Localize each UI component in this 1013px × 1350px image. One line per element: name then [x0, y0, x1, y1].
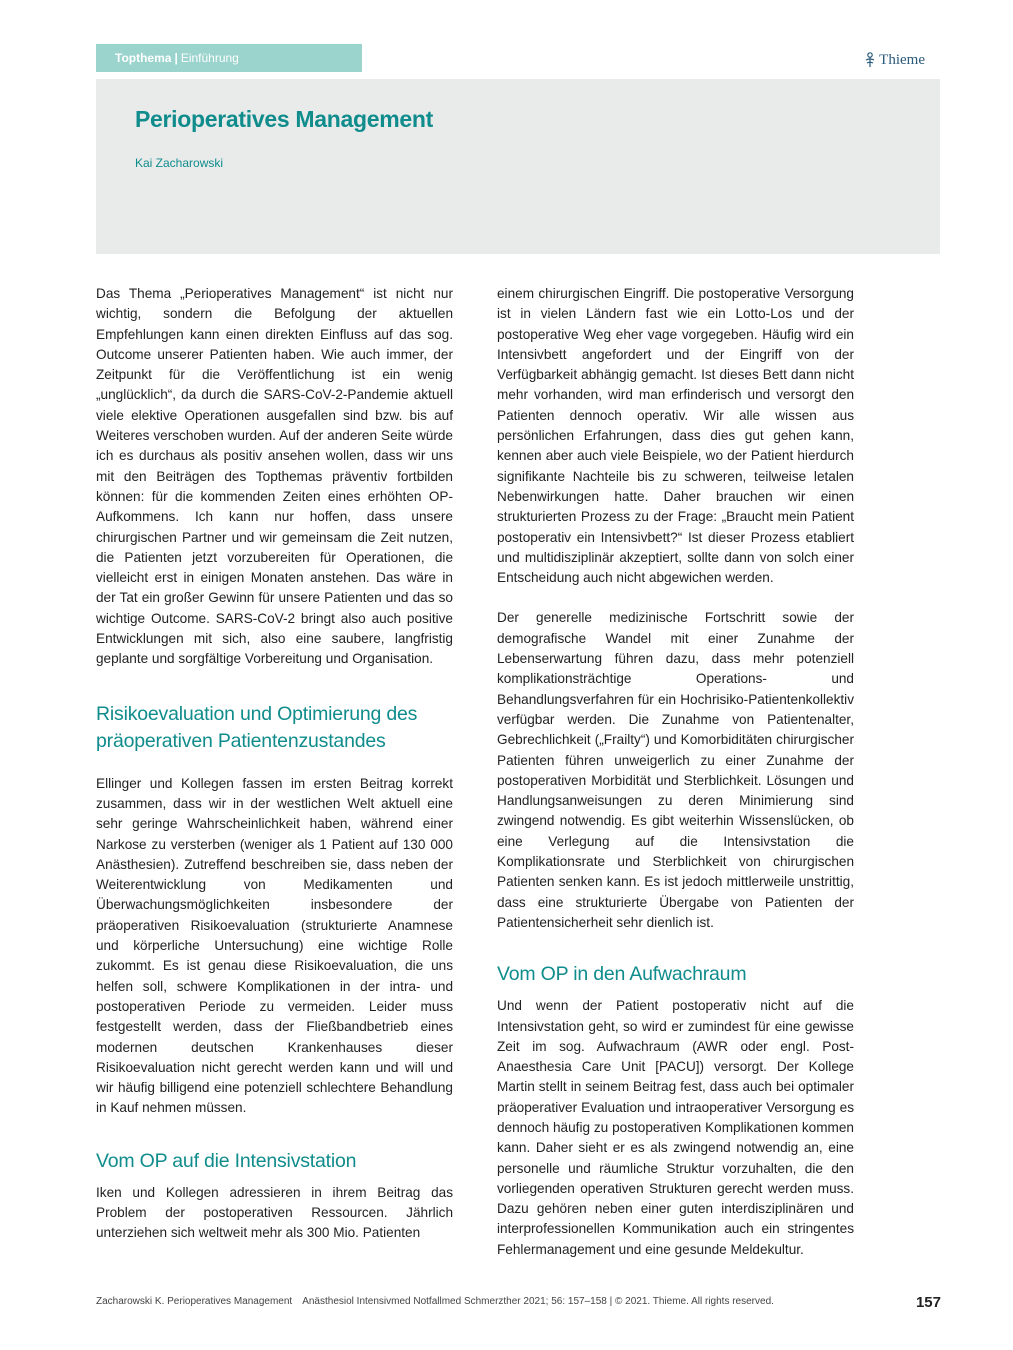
left-column [96, 284, 453, 1244]
heading-risk-evaluation: Risikoevaluation und Optimierung des präoperativen Patientenzustandes [96, 702, 418, 752]
intensive-care-paragraph: Iken und Kollegen adressieren in ihrem Beitrag das Problem der postoperativen Ressourcen. Jährlich unterziehen sich weltweit mehr als 300 Mio. Patienten [96, 1184, 453, 1241]
recovery-room-paragraph: Und wenn der Patient postoperativ nicht auf die Intensivstation geht, so wird er zumindest für eine gewisse Zeit im sog. Aufwachraum (AWR oder engl. Post-Anaesthesia Care Unit [PACU]) versorgt. Der Kollege Martin stellt in seinem Beitrag fest, dass auch bei optimaler präoperativer Evaluation und intraoperativer Versorgung es dennoch häufig zu postoperativen Komplikationen kommen kann. Daher sieht er es als zwingend notwendig an, eine personelle und räumliche Struktur vorzuhalten, die den vorliegenden operativen Strukturen gerecht werden muss. Dazu gehören neben einer guten interdisziplinären und interprofessionellen Kommunikation auch ein stringentes Fehlermanagement und eine gesunde Meldekultur. [497, 998, 854, 1257]
section-label: Topthema [115, 51, 172, 65]
footer-citation [96, 1296, 774, 1307]
subsection-label: Einführung [180, 51, 239, 65]
publisher-logo [864, 50, 925, 70]
section-tag [96, 44, 362, 72]
risk-paragraph: Ellinger und Kollegen fassen im ersten Beitrag korrekt zusammen, dass wir in der westlichen Welt aktuell eine sehr geringe Wahrscheinlichkeit haben, während einer Narkose zu versterben (weniger als 1 Patient auf 130 000 Anästhesien). Zutreffend beschreiben sie, dass neben der Weiterentwicklung von Medikamenten und Überwachungsmöglichkeiten insbesondere der präoperativen Risikoevaluation (strukturierte Anamnese und körperliche Untersuchung) eine wichtige Rolle zukommt. Es ist genau diese Risikoevaluation, die uns helfen soll, schwere Komplikationen in der intra- und postoperativen Periode zu vermeiden. Leider muss festgestellt werden, dass der Fließbandbetrieb eines modernen deutschen Krankenhauses dieser Risikoevaluation nicht gerecht werden kann und will und wir häufig billigend eine potenziell schlechtere Behandlung in Kauf nehmen müssen. [96, 775, 453, 1116]
intensive-care-paragraph-continued: einem chirurgischen Eingriff. Die postoperative Versorgung ist in vielen Ländern fast wie ein Lotto-Los und der postoperative Weg eher vage vorgegeben. Häufig wird ein Intensivbett angefordert und der Eingriff von der Verfügbarkeit abhängig gemacht. Ist dieses Bett dann nicht mehr vorhanden, wird man erfinderisch und versorgt den Patienten dennoch operativ. Wir alle wissen aus persönlichen Erfahrungen, dass dies gut gehen kann, kennen aber auch viele Beispiele, wo der Patient hierdurch signifikante Nachteile bis zu schweren, teilweise letalen Nebenwirkungen hatte. Daher brauchen wir einen strukturierten Prozess zu der Frage: „Braucht mein Patient postoperativ ein Intensivbett?“ Ist dieser Prozess etabliert und multidisziplinär akzeptiert, sollte dann von solch einer Entscheidung auch nicht abgewichen werden. [497, 286, 854, 586]
heading-recovery-room: Vom OP in den Aufwachraum [497, 963, 747, 986]
section-separator: | [174, 51, 178, 65]
demography-paragraph: Der generelle medizinische Fortschritt sowie der demografische Wandel mit einer Zunahme der Lebenserwartung führen dazu, dass mehr potenziell komplikationsträchtige Operations- und Behandlungsverfahren für ein Hochrisiko-Patientenkollektiv verfügbar werden. Die Zunahme von Patientenalter, Gebrechlichkeit („Frailty“) und Komorbiditäten chirurgischer Patienten führen unweigerlich zu einer Zunahme der postoperativen Morbidität und Sterblichkeit. Lösungen und Handlungsanweisungen zu deren Minimierung sind zwingend notwendig. Es gibt weiterhin Wissenslücken, ob eine Verlegung auf die Intensivstation die Komplikationsrate und Sterblichkeit von chirurgischen Patienten senken kann. Es ist jedoch mittlerweile unstrittig, dass eine strukturierte Übergabe von Patienten der Patientensicherheit sehr dienlich ist. [497, 610, 854, 930]
thieme-emblem-icon [864, 52, 876, 68]
intro-paragraph: Das Thema „Perioperatives Management“ ist nicht nur wichtig, sondern die Befolgung der aktuellen Empfehlungen kann einen direkten Einfluss auf das sog. Outcome unserer Patienten haben. Wie auch immer, der Zeitpunkt für die Veröffentlichung ist ein wenig „unglücklich“, da durch die SARS-CoV-2-Pandemie aktuell viele elektive Operationen ausgefallen sind bzw. bis auf Weiteres verschoben wurden. Auf der anderen Seite würde ich es durchaus als positiv ansehen wollen, dass wir uns mit den Beiträgen des Topthemas präventiv fortbilden können: für die kommenden Zeiten eines erhöhten OP-Aufkommens. Ich kann nur hoffen, dass unsere chirurgischen Partner und wir gemeinsam die Zeit nutzen, die Patienten jetzt vorzubereiten für Operationen, die vielleicht erst in einigen Monaten anstehen. Das wäre in der Tat ein großer Gewinn für unsere Patienten und das so wichtige Outcome. SARS-CoV-2 bringt also auch positive Entwicklungen mit sich, also eine saubere, langfristig geplante und sorgfältige Vorbereitung und Organisation. [96, 286, 453, 667]
citation-author: Zacharowski K. Perioperatives Management [96, 1296, 293, 1307]
heading-intensive-care: Vom OP auf die Intensivstation [96, 1149, 357, 1172]
right-column [497, 284, 854, 1260]
citation-journal: Anästhesiol Intensivmed Notfallmed Schmerzther 2021; 56: 157–158 | © 2021. Thieme. All rights reserved. [302, 1296, 774, 1307]
article-title: Perioperatives Management [135, 106, 434, 132]
article-author: Kai Zacharowski [135, 156, 224, 170]
page-number: 157 [915, 1294, 941, 1311]
publisher-name: Thieme [879, 51, 925, 68]
